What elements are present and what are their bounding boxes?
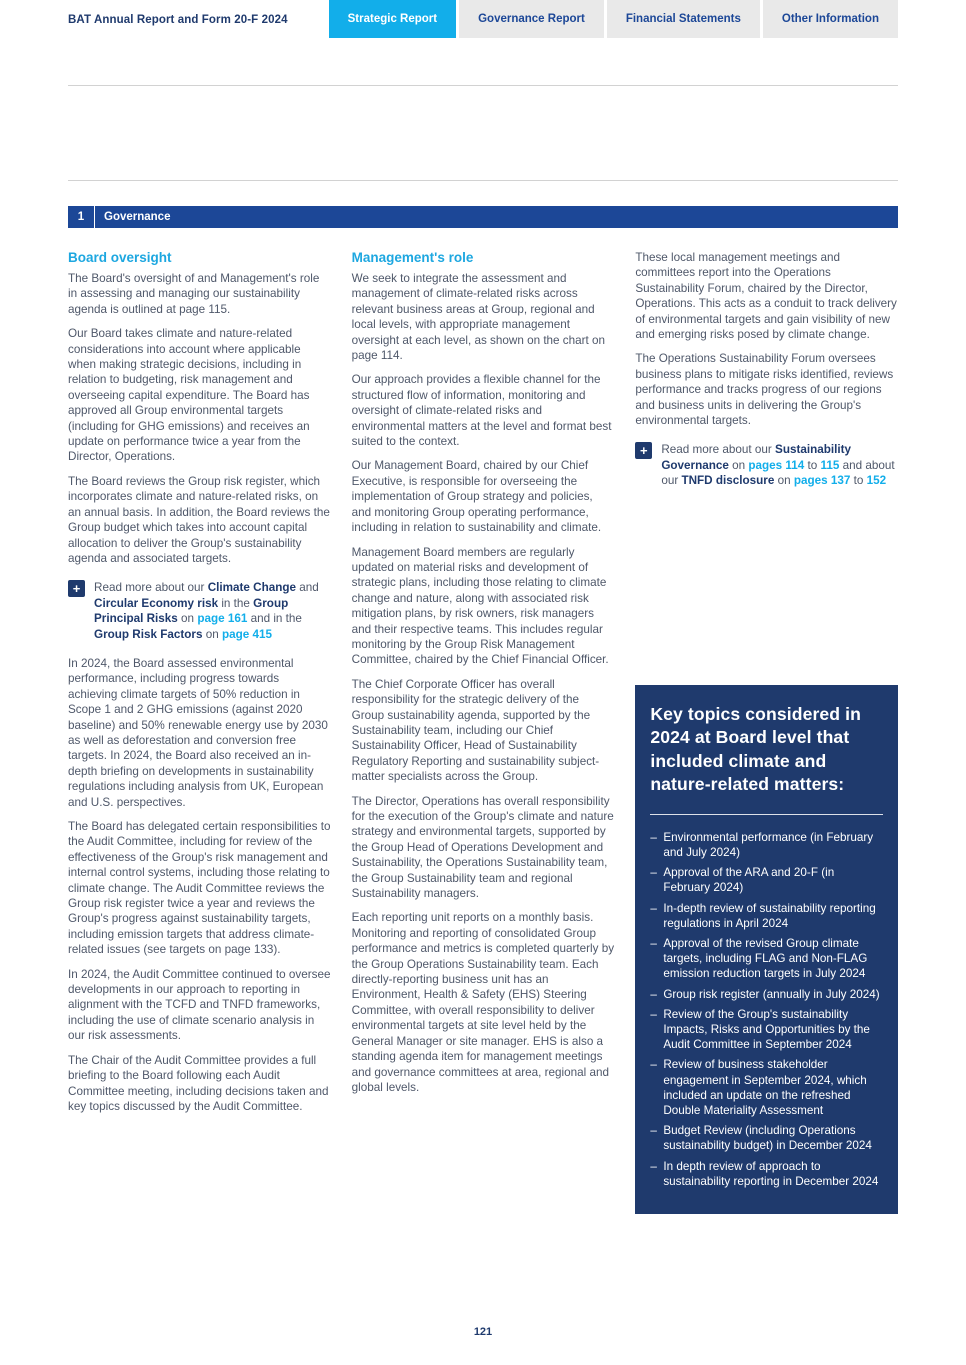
list-item-text: Approval of the ARA and 20-F (in February 2024) (663, 866, 835, 895)
paragraph: Our Board takes climate and nature-related considerations into account where applicable when making strategic decisions, including in relation to budgeting, risk management and overseeing capital expenditure. The Board has approved all Group environmental targets (including for GHG emissions) and receives an update on performance twice a year from the Director, Operations. (68, 327, 310, 464)
report-title: BAT Annual Report and Form 20-F 2024 (68, 14, 288, 26)
dash-glyph: – (650, 1007, 657, 1021)
dash-glyph: – (650, 987, 657, 1001)
list-item (650, 901, 883, 931)
readmore-text[interactable]: Read more about our Climate Change and Circular Economy risk in the Group Principal Risks on page 161 and in the Group Risk Factors on page 415 (94, 581, 319, 641)
heading-managements-role: Management's role (351, 250, 474, 265)
paragraph: These local management meetings and committees report into the Operations Sustainability Forum, chaired by the Director, Operations. This acts as a conduit to track delivery of environmental targets and gain visibility of new and emerging risks posed by climate change. (635, 251, 897, 342)
list-item (650, 1123, 883, 1153)
list-item (650, 830, 883, 860)
divider-line-second (68, 180, 898, 181)
list-item (650, 987, 883, 1002)
list-item-text: Budget Review (including Operations sustainability budget) in December 2024 (663, 1124, 872, 1153)
list-item-text: Approval of the revised Group climate targets, including FLAG and Non-FLAG emission reduction targets in July 2024 (663, 936, 868, 981)
paragraph: Management Board members are regularly updated on material risks and development of strategic plans, including those relating to climate change and nature, along with associated risk mitigation plans, by risk owners, risk managers and their respective teams. This includes regular monitoring by the Group Risk Management Committee, chaired by the Chief Financial Officer. (351, 545, 609, 667)
list-item (650, 1057, 883, 1118)
key-topics-divider (650, 814, 883, 815)
readmore-text[interactable]: Read more about our Sustainability Governance on pages 114 to 115 and about our TNFD disclosure on pages 137 to 152 (661, 443, 895, 488)
top-bar (68, 0, 898, 40)
list-item (650, 865, 883, 895)
section-banner-governance (68, 206, 898, 228)
column-board-oversight (68, 250, 331, 1214)
paragraph: The Chief Corporate Officer has overall responsibility for the strategic delivery of the Group sustainability agenda, supported by the Sustainability team, including our Chief Sustainability Officer, Head of Sustainability Regulatory Reporting and sustainability subject-matter specialists across the Group. (351, 677, 600, 784)
divider-line-top (68, 85, 898, 86)
dash-glyph: – (650, 901, 657, 915)
paragraph: Our approach provides a flexible channel for the structured flow of information, monitoring and oversight of climate-related risks and environmental matters at the level and format best suited to the context. (351, 373, 612, 449)
list-item-text: Group risk register (annually in July 2024) (663, 987, 880, 1001)
paragraph: The Director, Operations has overall responsibility for the execution of the Group's climate and nature strategy and environmental targets, supported by the Group Head of Operations Development and Sustainability, the Operations Sustainability team, the Group Sustainability team and regional Sustainability managers. (351, 794, 614, 901)
list-item-text: Environmental performance (in February and July 2024) (663, 830, 874, 859)
section-number: 1 (68, 206, 95, 228)
readmore-principal-risks (68, 580, 331, 642)
column-managements-role (352, 250, 615, 1214)
tab-other-information[interactable]: Other Information (763, 0, 898, 38)
dash-glyph: – (650, 1159, 657, 1173)
key-topics-box (635, 685, 898, 1214)
key-topics-title: Key topics considered in 2024 at Board level that included climate and nature-related matters: (650, 703, 861, 795)
paragraph: We seek to integrate the assessment and management of climate-related risks across relevant business areas at Group, regional and local levels, with appropriate management oversight at each level, as shown on the chart on page 114. (351, 272, 606, 363)
tab-governance-report[interactable]: Governance Report (459, 0, 604, 38)
paragraph: The Board's oversight of and Management's role in assessing and managing our sustainability agenda is outlined at page 115. (68, 272, 320, 316)
section-label: Governance (104, 211, 171, 223)
paragraph: The Board has delegated certain responsibilities to the Audit Committee, including for review of the effectiveness of the Group's risk management and internal control systems, including those relating to climate change. The Audit Committee reviews the Group risk register twice a year and reviews the Group's progress against sustainability targets, including emission targets that address climate-related issues (see targets on page 133). (68, 820, 331, 957)
paragraph: The Chair of the Audit Committee provides a full briefing to the Board following each Audit Committee meeting, including decisions taken and key topics discussed by the Audit Committee. (68, 1053, 329, 1113)
paragraph: Our Management Board, chaired by our Chief Executive, is responsible for overseeing the implementation of Group strategy and policies, and monitoring Group operating performance, including in relation to sustainability and climate. (351, 459, 602, 535)
list-item-text: Review of the Group's sustainability Impacts, Risks and Opportunities by the Audit Committee in September 2024 (663, 1007, 870, 1052)
tab-strategic-report[interactable]: Strategic Report (329, 0, 456, 38)
heading-board-oversight: Board oversight (68, 250, 172, 265)
readmore-sustainability-governance (635, 442, 898, 488)
plus-icon[interactable]: + (68, 580, 85, 597)
list-item-text: Review of business stakeholder engagement in September 2024, which included an update on the refreshed Double Materiality Assessment (663, 1058, 867, 1117)
paragraph: The Operations Sustainability Forum oversees business plans to mitigate risks identified, reviews performance and tracks progress of our regions and business units in delivering the Group's environmental targets. (635, 352, 894, 428)
content-columns (68, 250, 898, 1214)
key-topics-list (650, 830, 883, 1189)
dash-glyph: – (650, 1058, 657, 1072)
list-item (650, 936, 883, 982)
paragraph: In 2024, the Board assessed environmental performance, including progress towards achieving climate targets of 50% reduction in Scope 1 and 2 GHG emissions (against 2020 baseline) and 50% renewable energy use by 2030 as well as deforestation and conversion free targets. In 2024, the Board also received an in-depth briefing on developments in sustainability regulations including analysis from UK, European and U.S. perspectives. (68, 656, 328, 809)
plus-icon[interactable]: + (635, 442, 652, 459)
paragraph: The Board reviews the Group risk register, which incorporates climate and nature-related risks, on an annual basis. In addition, the Board reviews the Group budget which takes into account capital allocation to deliver the Group's sustainability agenda and associated targets. (68, 474, 330, 565)
dash-glyph: – (650, 866, 657, 880)
column-forum-and-key-topics (635, 250, 898, 1214)
tab-financial-statements[interactable]: Financial Statements (607, 0, 760, 38)
list-item (650, 1159, 883, 1189)
list-item (650, 1007, 883, 1053)
paragraph: In 2024, the Audit Committee continued to oversee developments in our approach to reporting in alignment with the TCFD and TNFD frameworks, including the use of climate scenario analysis in our risk assessments. (68, 967, 331, 1043)
list-item-text: In depth review of approach to sustainability reporting in December 2024 (663, 1159, 879, 1188)
dash-glyph: – (650, 1124, 657, 1138)
dash-glyph: – (650, 830, 657, 844)
paragraph: Each reporting unit reports on a monthly basis. Monitoring and reporting of consolidated Group performance and metrics is completed quarterly by the Group Operations Sustainability team. Each directly-reporting business unit has an Environment, Health & Safety (EHS) Steering Committee, with overall responsibility to deliver environmental targets at site level held by the General Manager or site manager. EHS is also a standing agenda item for management meetings and governance committees at area, regional and global levels. (351, 911, 615, 1094)
dash-glyph: – (650, 936, 657, 950)
list-item-text: In-depth review of sustainability reporting regulations in April 2024 (663, 901, 876, 930)
page-number: 121 (473, 1326, 493, 1338)
section-tabs (329, 0, 898, 38)
